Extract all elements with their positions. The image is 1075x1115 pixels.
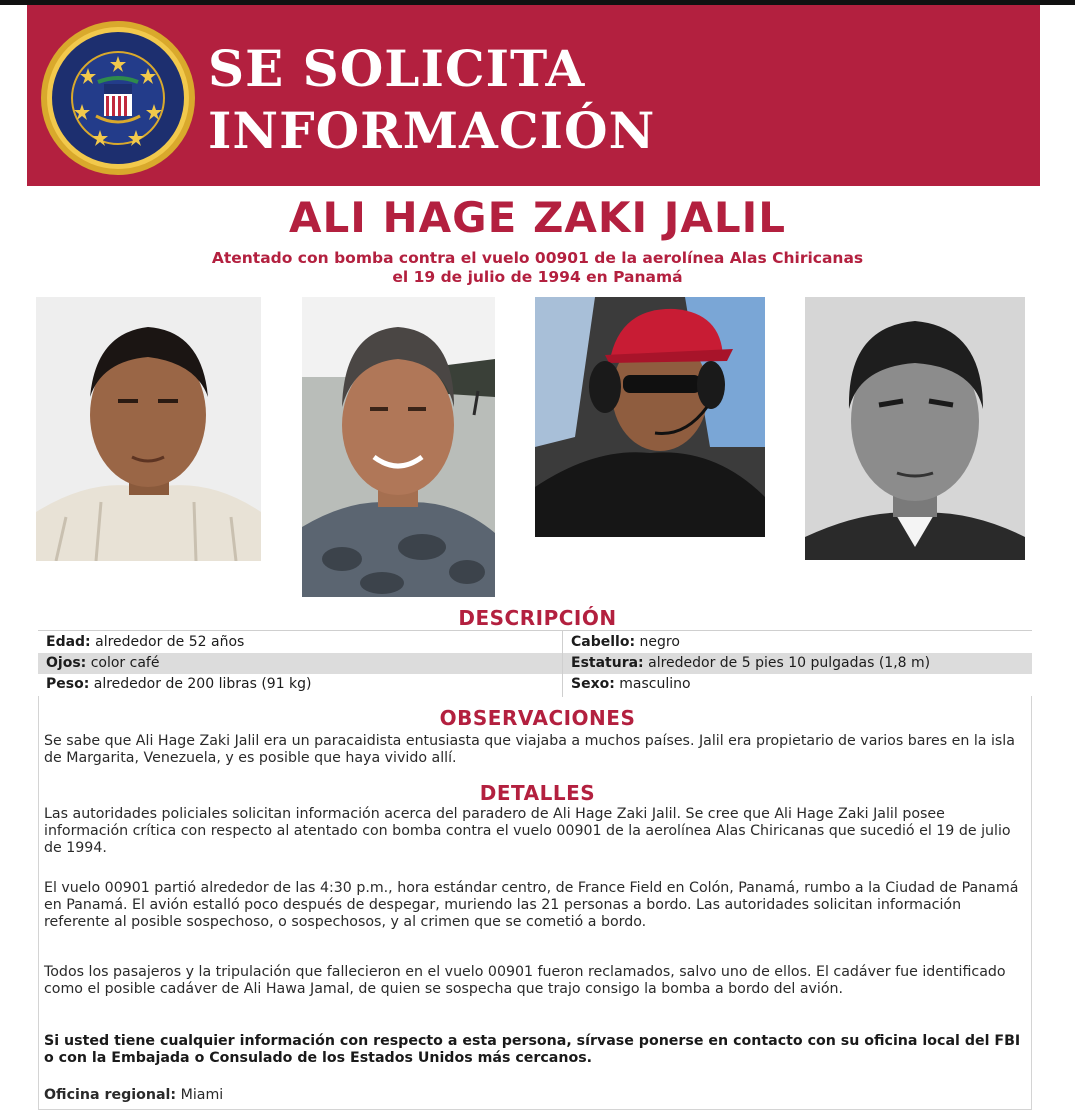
details-paragraph-3: Todos los pasajeros y la tripulación que fallecieron en el vuelo 00901 fueron reclamados, salvo uno de ellos. El cadáver fue identificado como el posible cadáver de Ali Hawa Jamal, de quien se sospecha que trajo consigo la bomba a bordo del avión. (44, 964, 1006, 997)
contact-instructions: Si usted tiene cualquier información con respecto a esta persona, sírvase ponerse en contacto con su oficina local del FBI o con la Embajada o Consulado de los Estados Unidos más cercanos. (44, 1033, 1021, 1066)
details-heading: DETALLES (479, 781, 596, 805)
height-label: Estatura: (571, 655, 644, 671)
age-field (46, 632, 244, 653)
observations-heading: OBSERVACIONES (439, 706, 636, 730)
hair-field (571, 632, 680, 653)
fbi-seal-icon (40, 20, 196, 176)
banner-title-line2: INFORMACIÓN (208, 101, 656, 160)
subject-photo-4 (805, 297, 1025, 560)
regional-office-value: Miami (180, 1087, 224, 1103)
description-heading: DESCRIPCIÓN (458, 606, 617, 630)
observations-text: Se sabe que Ali Hage Zaki Jalil era un paracaidista entusiasta que viajaba a muchos países. Jalil era propietario de varios bares en la isla de Margarita, Venezuela, y es posible que haya vivido allí. (44, 733, 1015, 766)
banner-title (208, 38, 1028, 162)
description-row-3 (38, 674, 1032, 695)
description-column-divider (562, 631, 563, 697)
description-row-2 (38, 653, 1032, 674)
subject-name: ALI HAGE ZAKI JALIL (289, 193, 786, 242)
sex-value: masculino (619, 676, 691, 692)
weight-label: Peso: (46, 676, 90, 692)
sex-field (571, 674, 691, 695)
weight-field (46, 674, 312, 695)
description-table (38, 630, 1032, 697)
banner-title-line1: SE SOLICITA (208, 39, 586, 98)
age-label: Edad: (46, 634, 91, 650)
weight-value: alrededor de 200 libras (91 kg) (93, 676, 312, 692)
description-row-1 (38, 632, 1032, 653)
eyes-value: color café (90, 655, 160, 671)
age-value: alrededor de 52 años (95, 634, 245, 650)
eyes-label: Ojos: (46, 655, 87, 671)
sex-label: Sexo: (571, 676, 615, 692)
subtitle-line1: Atentado con bomba contra el vuelo 00901 de la aerolínea Alas Chiricanas (211, 249, 864, 267)
regional-office (44, 1087, 1029, 1104)
regional-office-label: Oficina regional: (44, 1087, 177, 1103)
hair-label: Cabello: (571, 634, 636, 650)
subject-photo-3 (535, 297, 765, 537)
subject-subtitle (0, 249, 1075, 287)
subtitle-line2: el 19 de julio de 1994 en Panamá (392, 268, 683, 286)
eyes-field (46, 653, 159, 674)
details-paragraph-1: Las autoridades policiales solicitan información acerca del paradero de Ali Hage Zaki Jalil. Se cree que Ali Hage Zaki Jalil posee información crítica con respecto al atentado con bomba contra el vuelo 00901 de la aerolínea Alas Chiricanas que sucedió el 19 de julio de 1994. (44, 806, 1011, 856)
subject-photo-2 (302, 297, 495, 597)
height-value: alrededor de 5 pies 10 pulgadas (1,8 m) (648, 655, 931, 671)
subject-photo-1 (36, 297, 261, 561)
details-paragraph-2: El vuelo 00901 partió alrededor de las 4:30 p.m., hora estándar centro, de France Field en Colón, Panamá, rumbo a la Ciudad de Panamá en Panamá. El avión estalló poco después de despegar, muriendo las 21 personas a bordo. Las autoridades solicitan información referente al posible sospechoso, o sospechosos, y al crimen que se cometió a bordo. (44, 880, 1019, 930)
height-field (571, 653, 930, 674)
hair-value: negro (639, 634, 680, 650)
